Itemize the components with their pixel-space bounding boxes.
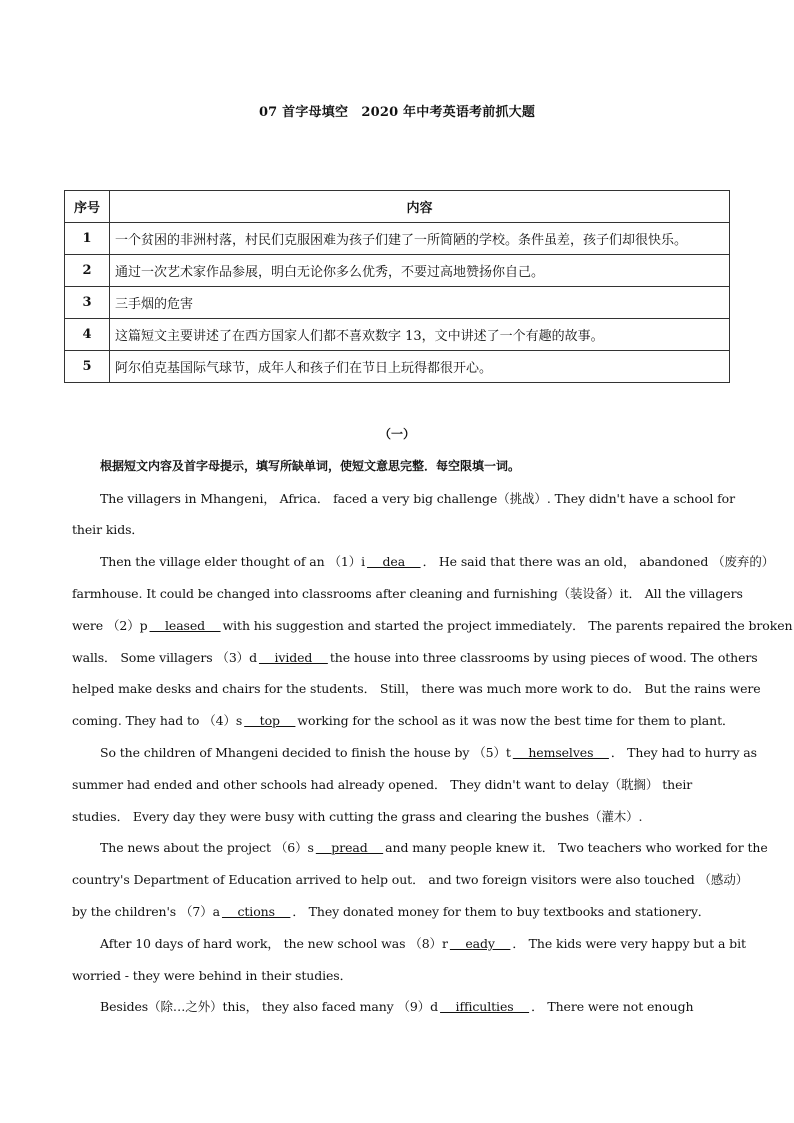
passage-line: were （2）p leased with his suggestion and started the project immediately． The parents repaired the broken: [72, 618, 793, 633]
passage-line: Besides（除…之外）this， they also faced many （9）d ifficulties ． There were not enough: [100, 999, 694, 1014]
section-number: （一）: [378, 427, 415, 441]
answer-blank: ivided: [258, 650, 328, 665]
passage-line: After 10 days of hard work， the new school was （8）r eady ． The kids were very happy but a bit: [100, 936, 746, 951]
passage-line: country's Department of Education arrived to help out． and two foreign visitors were also touched （感动）: [72, 872, 749, 887]
table-row: [65, 319, 730, 351]
passage-line: studies． Every day they were busy with cutting the grass and clearing the bushes（灌木）.: [72, 809, 643, 824]
answer-blank: eady: [449, 936, 511, 951]
passage-line: So the children of Mhangeni decided to finish the house by （5）t hemselves ． They had to hurry as: [100, 745, 757, 760]
row-number: 2: [65, 255, 110, 287]
passage-line: farmhouse. It could be changed into classrooms after cleaning and furnishing（装设备）it． All the villagers: [72, 586, 743, 601]
table-row: [65, 287, 730, 319]
row-content: 这篇短文主要讲述了在西方国家人们都不喜欢数字 13，文中讲述了一个有趣的故事。: [110, 319, 730, 351]
row-content: 阿尔伯克基国际气球节，成年人和孩子们在节日上玩得都很开心。: [110, 351, 730, 383]
row-number: 1: [65, 223, 110, 255]
answer-blank: leased: [149, 618, 221, 633]
row-number: 3: [65, 287, 110, 319]
table-row: [65, 223, 730, 255]
answer-blank: dea: [367, 554, 421, 569]
table-row: [65, 351, 730, 383]
passage-line: walls． Some villagers （3）d ivided the house into three classrooms by using pieces of wood. The others: [72, 650, 758, 665]
row-number: 5: [65, 351, 110, 383]
passage-line: by the children's （7）a ctions ． They donated money for them to buy textbooks and stationery．: [72, 904, 711, 919]
passage-line: The news about the project （6）s pread and many people knew it． Two teachers who worked for the: [100, 840, 768, 855]
row-content: 一个贫困的非洲村落，村民们克服困难为孩子们建了一所简陋的学校。条件虽差，孩子们却很快乐。: [110, 223, 730, 255]
header-number: 序号: [65, 191, 110, 223]
answer-blank: pread: [315, 840, 384, 855]
passage-line: coming. They had to （4）s top working for the school as it was now the best time for them to plant．: [72, 713, 735, 728]
passage-line: their kids．: [72, 522, 144, 537]
answer-blank: ifficulties: [440, 999, 530, 1014]
passage-line: The villagers in Mhangeni， Africa． faced a very big challenge（挑战）. They didn't have a school for: [100, 491, 735, 506]
table-header-row: [65, 191, 730, 223]
passage-line: worried - they were behind in their studies．: [72, 968, 353, 983]
table-row: [65, 255, 730, 287]
answer-blank: top: [244, 713, 296, 728]
passage-line: summer had ended and other schools had already opened． They didn't want to delay（耽搁） their: [72, 777, 693, 792]
passage-line: helped make desks and chairs for the students． Still， there was much more work to do． But the rains were: [72, 681, 761, 696]
page-title: 07 首字母填空 2020 年中考英语考前抓大题: [258, 105, 536, 120]
row-number: 4: [65, 319, 110, 351]
passage-line: Then the village elder thought of an （1）i dea ． He said that there was an old， abandoned （废弃的）: [100, 554, 775, 569]
answer-blank: hemselves: [512, 745, 609, 760]
summary-table: [64, 190, 730, 383]
exercise-instruction: 根据短文内容及首字母提示，填写所缺单词，使短文意思完整．每空限填一词。: [100, 459, 521, 473]
header-content: 内容: [110, 191, 730, 223]
row-content: 通过一次艺术家作品参展，明白无论你多么优秀，不要过高地赞扬你自己。: [110, 255, 730, 287]
row-content: 三手烟的危害: [110, 287, 730, 319]
answer-blank: ctions: [221, 904, 291, 919]
